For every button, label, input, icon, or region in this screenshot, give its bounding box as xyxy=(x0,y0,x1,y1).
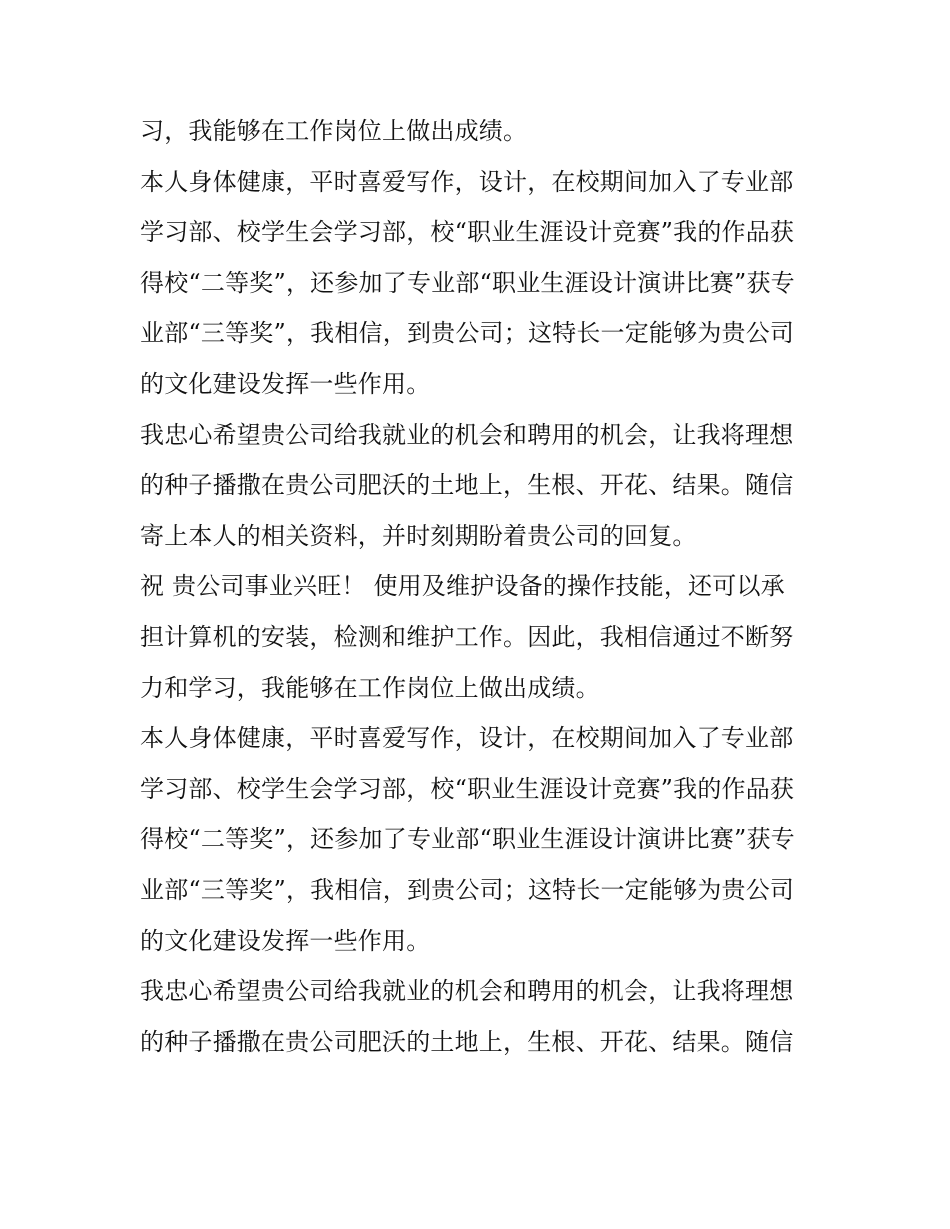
text-line: 习，我能够在工作岗位上做出成绩。 xyxy=(140,117,528,145)
text-line: 本人身体健康，平时喜爱写作，设计，在校期间加入了专业部 xyxy=(140,724,794,753)
text-line: 本人身体健康，平时喜爱写作，设计，在校期间加入了专业部 xyxy=(140,167,794,196)
text-line: 我忠心希望贵公司给我就业的机会和聘用的机会，让我将理想 xyxy=(140,420,794,449)
text-line: 业部“三等奖”，我相信，到贵公司；这特长一定能够为贵公司 xyxy=(140,875,795,904)
document-body xyxy=(140,106,820,1067)
text-line: 的种子播撒在贵公司肥沃的土地上，生根、开花、结果。随信 xyxy=(140,1027,794,1056)
text-line: 祝 贵公司事业兴旺！ 使用及维护设备的操作技能，还可以承 xyxy=(140,572,785,601)
text-line: 学习部、校学生会学习部，校“职业生涯设计竞赛”我的作品获 xyxy=(140,218,795,247)
text-line: 担计算机的安装，检测和维护工作。因此，我相信通过不断努 xyxy=(140,622,794,651)
text-line: 的种子播撒在贵公司肥沃的土地上，生根、开花、结果。随信 xyxy=(140,471,794,500)
text-line: 力和学习，我能够在工作岗位上做出成绩。 xyxy=(140,673,600,702)
text-line: 的文化建设发挥一些作用。 xyxy=(140,369,431,398)
text-line: 寄上本人的相关资料，并时刻期盼着贵公司的回复。 xyxy=(140,521,697,550)
text-line: 学习部、校学生会学习部，校“职业生涯设计竞赛”我的作品获 xyxy=(140,774,795,803)
text-line: 的文化建设发挥一些作用。 xyxy=(140,926,431,955)
text-line: 我忠心希望贵公司给我就业的机会和聘用的机会，让我将理想 xyxy=(140,977,794,1006)
text-line: 得校“二等奖”，还参加了专业部“职业生涯设计演讲比赛”获专 xyxy=(140,825,795,854)
text-line: 得校“二等奖”，还参加了专业部“职业生涯设计演讲比赛”获专 xyxy=(140,268,795,297)
text-line: 业部“三等奖”，我相信，到贵公司；这特长一定能够为贵公司 xyxy=(140,319,795,348)
